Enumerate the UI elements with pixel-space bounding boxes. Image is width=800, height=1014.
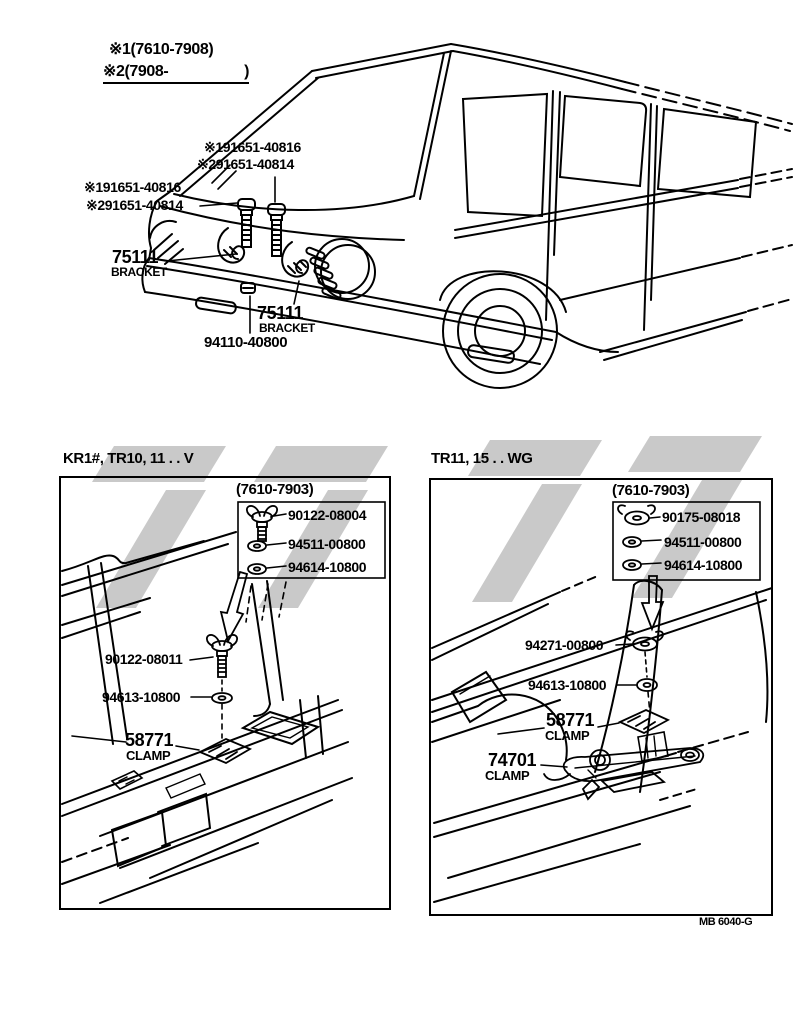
washer-icon [248, 541, 266, 551]
right-legend-number-1: 90175-08018 [662, 509, 741, 525]
bracket-glyph-rear [282, 242, 308, 277]
bumper-washer-number: 94110-40800 [204, 334, 288, 351]
wing-bolt-icon [247, 506, 277, 541]
right-panel-range: (7610-7903) [612, 482, 690, 499]
right-callout-nut: 94271-00800 [525, 637, 604, 653]
bolt-part-number-lower-1: ※191651-40816 [84, 179, 181, 195]
bracket-front-number: 75111 [112, 247, 159, 267]
left-callout-clamp-name: CLAMP [126, 748, 171, 763]
bolt-part-number-lower-2: ※291651-40814 [86, 197, 183, 213]
note-2-text: ※2(7908- [103, 63, 169, 80]
right-legend-number-3: 94614-10800 [664, 557, 743, 573]
bolt-part-number-upper-1: ※191651-40816 [204, 139, 301, 155]
left-legend-number-1: 90122-08004 [288, 507, 367, 523]
bracket-rear-name: BRACKET [259, 321, 315, 335]
bracket-rear-number: 75111 [257, 303, 304, 323]
clamp-glyph [620, 710, 668, 733]
page-code: MB 6040-G [699, 916, 753, 928]
down-arrow-icon [221, 572, 247, 641]
wing-bolt-glyph [207, 635, 237, 677]
right-callout-washer: 94613-10800 [528, 677, 607, 693]
right-callout-clamp-name: CLAMP [545, 728, 590, 743]
jack-carrier-glyph [544, 748, 703, 799]
left-legend-number-2: 94511-00800 [288, 536, 366, 552]
bracket-front-name: BRACKET [111, 265, 167, 279]
right-legend-number-2: 94511-00800 [664, 534, 742, 550]
wing-nut-icon [618, 505, 655, 524]
right-callout-clamp-number: 58771 [546, 710, 595, 730]
left-callout-clamp-number: 58771 [125, 730, 174, 750]
left-panel-header: KR1#, TR10, 11 . . V [63, 450, 194, 467]
left-callout-bolt: 90122-08011 [105, 651, 183, 667]
left-legend-number-3: 94614-10800 [288, 559, 367, 575]
washer-glyph [212, 693, 232, 703]
left-callout-washer: 94613-10800 [102, 689, 181, 705]
note-1: ※1(7610-7908) [109, 41, 214, 58]
note-2-paren: ) [244, 63, 249, 80]
right-panel-header: TR11, 15 . . WG [431, 450, 533, 467]
bracket-glyph-front [218, 228, 244, 263]
left-panel-range: (7610-7903) [236, 481, 314, 498]
bolt-part-number-upper-2: ※291651-40814 [197, 156, 294, 172]
right-callout-carrier-name: CLAMP [485, 768, 530, 783]
washer-icon [248, 564, 266, 574]
washer-icon [623, 560, 641, 570]
note-2 [103, 64, 249, 84]
washer-icon [623, 537, 641, 547]
right-callout-carrier-number: 74701 [488, 750, 537, 770]
